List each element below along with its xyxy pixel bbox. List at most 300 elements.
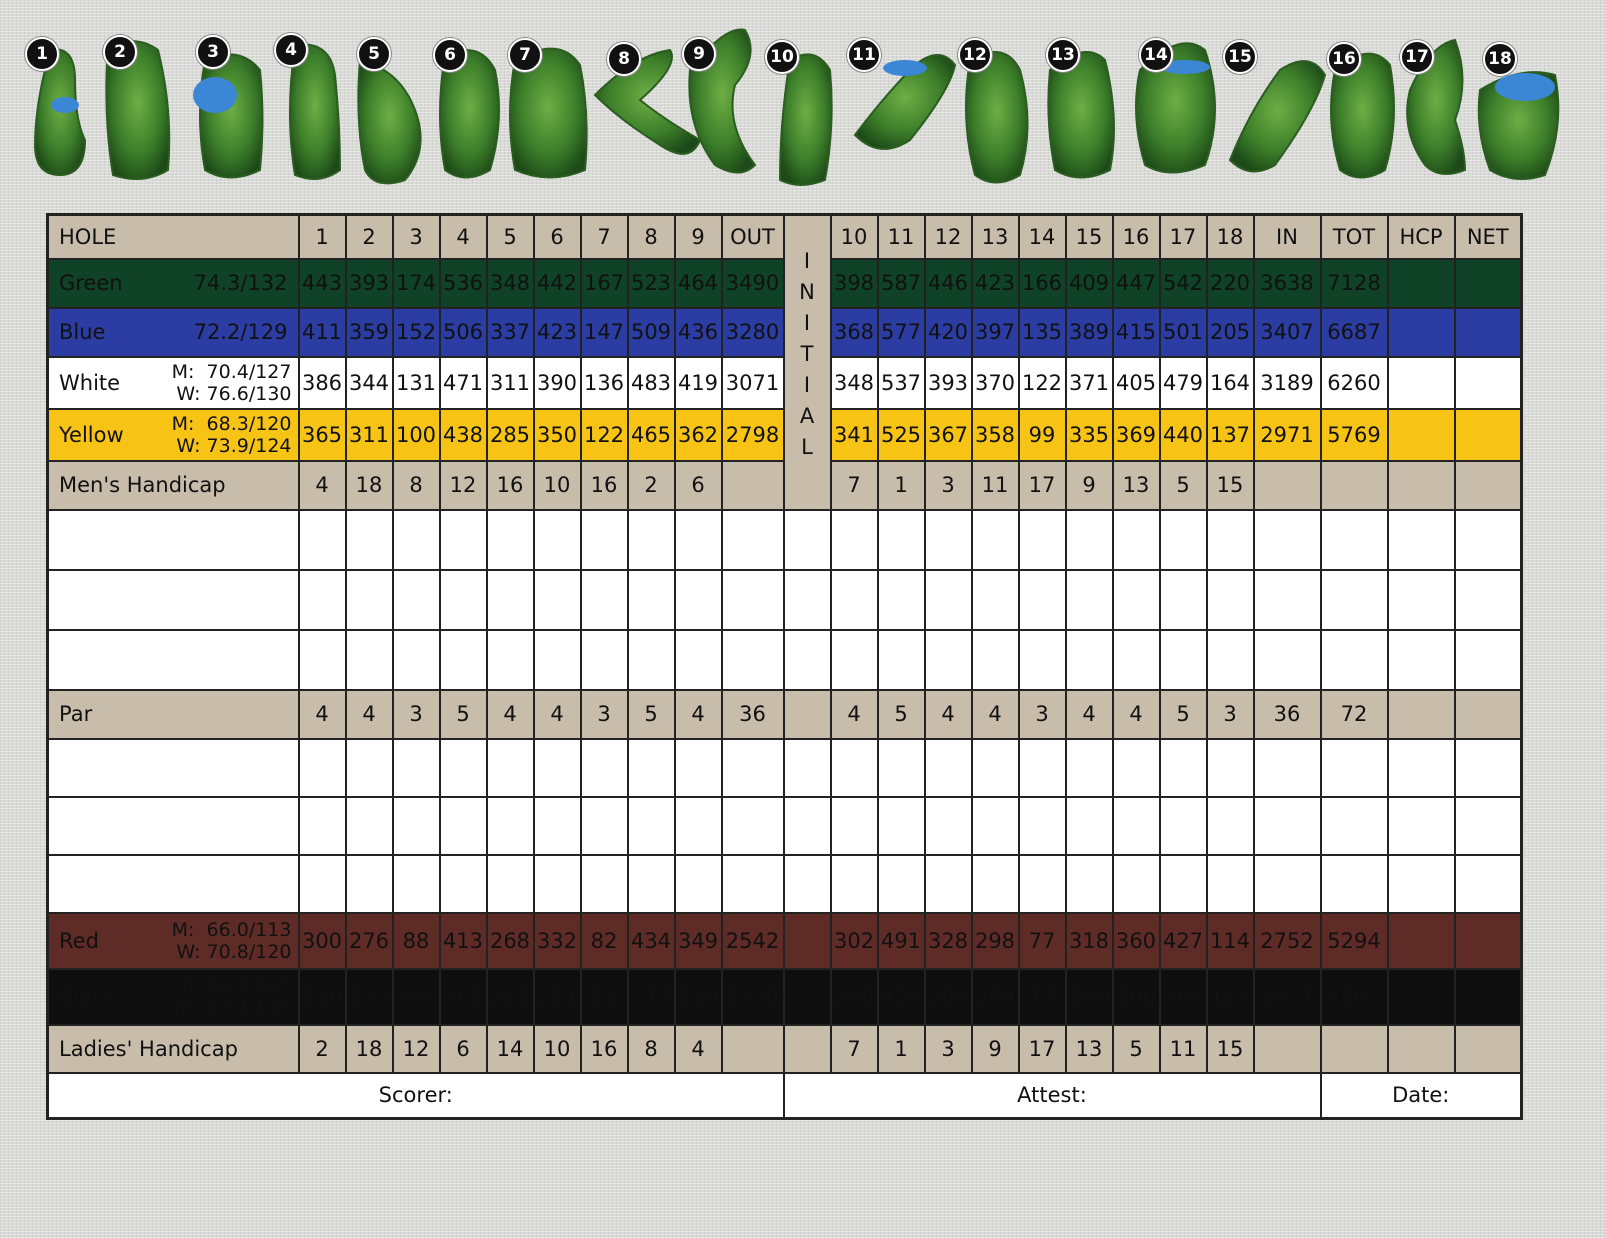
score-cell[interactable] — [878, 797, 925, 855]
out-total-cell: 3071 — [722, 357, 784, 409]
score-cell[interactable] — [581, 739, 628, 797]
yardage-cell: 166 — [1019, 259, 1066, 308]
score-cell[interactable] — [487, 510, 534, 570]
score-cell[interactable] — [299, 570, 346, 630]
score-cell[interactable] — [581, 570, 628, 630]
score-cell[interactable] — [487, 855, 534, 913]
hole-number-badge: 4 — [274, 33, 308, 67]
score-cell[interactable] — [722, 570, 784, 630]
score-cell[interactable] — [1455, 630, 1522, 690]
handicap-cell: 10 — [534, 1025, 581, 1073]
score-cell[interactable] — [1388, 510, 1455, 570]
score-cell[interactable] — [534, 570, 581, 630]
par-cell: 4 — [487, 690, 534, 739]
score-cell[interactable] — [972, 797, 1019, 855]
score-cell[interactable] — [581, 855, 628, 913]
score-cell[interactable] — [722, 739, 784, 797]
yellow-tee-label — [48, 409, 299, 461]
score-cell[interactable] — [925, 630, 972, 690]
score-cell[interactable] — [878, 570, 925, 630]
yardage-cell: 506 — [440, 308, 487, 357]
yardage-cell: 536 — [440, 259, 487, 308]
score-cell[interactable] — [972, 510, 1019, 570]
yardage-cell: 423 — [972, 259, 1019, 308]
score-cell[interactable] — [925, 797, 972, 855]
score-cell[interactable] — [299, 510, 346, 570]
handicap-cell: 16 — [581, 1025, 628, 1073]
score-cell[interactable] — [487, 570, 534, 630]
score-cell[interactable] — [487, 630, 534, 690]
net-cell[interactable] — [1455, 357, 1522, 409]
score-cell[interactable] — [972, 570, 1019, 630]
score-cell[interactable] — [722, 855, 784, 913]
tee-ratings — [170, 975, 291, 1019]
score-cell[interactable] — [1388, 797, 1455, 855]
score-cell[interactable] — [1066, 510, 1113, 570]
yardage-cell: 300 — [1113, 969, 1160, 1025]
yardage-cell: 436 — [675, 308, 722, 357]
score-cell[interactable] — [346, 797, 393, 855]
blank-cell — [1321, 461, 1388, 510]
tee-name: Green — [59, 271, 123, 295]
hole-diagrams — [0, 0, 1606, 205]
par-row — [48, 690, 1522, 739]
score-cell[interactable] — [784, 510, 831, 570]
player-name-cell[interactable] — [48, 797, 299, 855]
mens-rating: M: 70.4/127 — [171, 360, 292, 383]
score-cell[interactable] — [534, 855, 581, 913]
yardage-cell: 88 — [393, 969, 440, 1025]
hcp-cell[interactable] — [1388, 308, 1455, 357]
score-cell[interactable] — [1388, 570, 1455, 630]
signature-row — [48, 1073, 1522, 1119]
score-cell[interactable] — [1160, 739, 1207, 797]
score-cell[interactable] — [1321, 739, 1388, 797]
yardage-cell: 386 — [299, 357, 346, 409]
hole-number-header: 8 — [628, 215, 675, 259]
par-cell: 5 — [440, 690, 487, 739]
par-cell: 4 — [534, 690, 581, 739]
tee-ratings — [172, 919, 292, 963]
score-cell[interactable] — [1254, 510, 1321, 570]
score-cell[interactable] — [1254, 855, 1321, 913]
hole-5-diagram — [358, 60, 420, 183]
yardage-cell: 419 — [675, 357, 722, 409]
yardage-cell: 542 — [1160, 259, 1207, 308]
score-cell[interactable] — [487, 739, 534, 797]
par-cell: 5 — [1160, 690, 1207, 739]
score-cell[interactable] — [299, 797, 346, 855]
black-tee-label — [48, 969, 299, 1025]
yardage-cell: 253 — [346, 969, 393, 1025]
handicap-cell: 3 — [925, 461, 972, 510]
score-cell[interactable] — [1207, 630, 1254, 690]
hole-number-badge: 3 — [196, 35, 230, 69]
score-cell[interactable] — [1019, 570, 1066, 630]
score-cell[interactable] — [393, 739, 440, 797]
player-name-cell[interactable] — [48, 739, 299, 797]
hole-number-header: 9 — [675, 215, 722, 259]
hole-number-badge: 6 — [433, 38, 467, 72]
score-cell[interactable] — [346, 739, 393, 797]
score-cell[interactable] — [440, 739, 487, 797]
score-cell[interactable] — [628, 630, 675, 690]
score-cell[interactable] — [393, 510, 440, 570]
score-cell[interactable] — [675, 739, 722, 797]
tot-header: TOT — [1321, 215, 1388, 259]
hole-number-badge: 12 — [958, 38, 992, 72]
player-name-cell[interactable] — [48, 630, 299, 690]
score-cell[interactable] — [1455, 570, 1522, 630]
score-cell[interactable] — [675, 797, 722, 855]
score-cell[interactable] — [1388, 739, 1455, 797]
score-cell[interactable] — [1113, 570, 1160, 630]
score-cell[interactable] — [1066, 855, 1113, 913]
hcp-cell[interactable] — [1388, 409, 1455, 461]
score-cell[interactable] — [534, 797, 581, 855]
score-cell[interactable] — [1321, 570, 1388, 630]
mens-rating: M: 63.4/107 — [171, 974, 292, 997]
score-cell[interactable] — [1321, 855, 1388, 913]
handicap-cell: 2 — [628, 461, 675, 510]
score-cell[interactable] — [393, 797, 440, 855]
score-cell[interactable] — [628, 739, 675, 797]
score-cell[interactable] — [784, 630, 831, 690]
yardage-cell: 367 — [925, 409, 972, 461]
score-cell[interactable] — [1254, 797, 1321, 855]
hcp-cell[interactable] — [1388, 913, 1455, 969]
score-cell[interactable] — [393, 570, 440, 630]
yardage-cell: 332 — [534, 913, 581, 969]
score-cell[interactable] — [534, 739, 581, 797]
score-cell[interactable] — [675, 630, 722, 690]
yardage-cell: 393 — [346, 259, 393, 308]
date-field[interactable]: Date: — [1321, 1073, 1522, 1119]
yardage-cell: 300 — [299, 913, 346, 969]
hole-number-badge: 9 — [682, 37, 716, 71]
player-name-cell[interactable] — [48, 570, 299, 630]
score-cell[interactable] — [581, 797, 628, 855]
out-total-cell: 2798 — [722, 409, 784, 461]
blank-cell — [1455, 1025, 1522, 1073]
score-cell[interactable] — [722, 797, 784, 855]
net-cell[interactable] — [1455, 259, 1522, 308]
blank-cell — [1254, 461, 1321, 510]
score-cell[interactable] — [831, 855, 878, 913]
handicap-cell: 4 — [675, 1025, 722, 1073]
score-cell[interactable] — [299, 739, 346, 797]
yardage-cell: 377 — [628, 969, 675, 1025]
yardage-cell: 509 — [628, 308, 675, 357]
score-cell[interactable] — [440, 510, 487, 570]
yardage-cell: 298 — [972, 913, 1019, 969]
score-cell[interactable] — [534, 510, 581, 570]
score-cell[interactable] — [1019, 855, 1066, 913]
initial-blank — [784, 913, 831, 969]
initial-letter: I — [803, 373, 811, 397]
handicap-cell: 15 — [1207, 1025, 1254, 1073]
hcp-cell[interactable] — [1388, 357, 1455, 409]
score-cell[interactable] — [972, 739, 1019, 797]
yardage-cell: 136 — [581, 357, 628, 409]
score-cell[interactable] — [831, 739, 878, 797]
yardage-cell: 358 — [972, 409, 1019, 461]
score-entry-row — [48, 797, 1522, 855]
score-cell[interactable] — [1066, 739, 1113, 797]
total-cell: 4667 — [1321, 969, 1388, 1025]
out-blank — [722, 461, 784, 510]
yardage-cell: 344 — [346, 357, 393, 409]
score-cell[interactable] — [1455, 797, 1522, 855]
score-cell[interactable] — [1254, 739, 1321, 797]
yardage-cell: 285 — [487, 409, 534, 461]
score-cell[interactable] — [878, 510, 925, 570]
hole-number-badge: 15 — [1223, 40, 1257, 74]
score-entry-row — [48, 570, 1522, 630]
score-cell[interactable] — [1019, 797, 1066, 855]
par-cell: 4 — [831, 690, 878, 739]
score-cell[interactable] — [1019, 739, 1066, 797]
water-hazard — [883, 60, 927, 76]
net-cell[interactable] — [1455, 409, 1522, 461]
yardage-cell: 587 — [878, 259, 925, 308]
score-cell[interactable] — [393, 855, 440, 913]
hole-number-badge: 8 — [607, 42, 641, 76]
yardage-cell: 311 — [487, 357, 534, 409]
score-cell[interactable] — [393, 630, 440, 690]
score-cell[interactable] — [1113, 510, 1160, 570]
score-cell[interactable] — [878, 855, 925, 913]
handicap-cell: 5 — [1160, 461, 1207, 510]
hole-3-diagram — [200, 54, 263, 177]
net-cell[interactable] — [1455, 308, 1522, 357]
yardage-cell: 114 — [1207, 913, 1254, 969]
handicap-cell: 18 — [346, 1025, 393, 1073]
yardage-cell: 471 — [440, 357, 487, 409]
yardage-cell: 465 — [628, 409, 675, 461]
handicap-cell: 16 — [581, 461, 628, 510]
womens-rating: W: 76.6/130 — [176, 382, 292, 405]
score-cell[interactable] — [925, 739, 972, 797]
score-cell[interactable] — [1113, 797, 1160, 855]
score-cell[interactable] — [1455, 855, 1522, 913]
score-cell[interactable] — [299, 630, 346, 690]
score-cell[interactable] — [1321, 510, 1388, 570]
score-cell[interactable] — [299, 855, 346, 913]
blank-cell — [1388, 1025, 1455, 1073]
score-cell[interactable] — [581, 630, 628, 690]
score-entry-row — [48, 510, 1522, 570]
score-entry-row — [48, 855, 1522, 913]
yardage-cell: 415 — [1113, 308, 1160, 357]
player-name-cell[interactable] — [48, 510, 299, 570]
score-cell[interactable] — [1113, 739, 1160, 797]
yardage-cell: 371 — [1066, 357, 1113, 409]
yardage-cell: 537 — [878, 357, 925, 409]
score-cell[interactable] — [1254, 630, 1321, 690]
player-name-cell[interactable] — [48, 855, 299, 913]
hole-number-header: 13 — [972, 215, 1019, 259]
score-cell[interactable] — [1207, 797, 1254, 855]
score-cell[interactable] — [487, 797, 534, 855]
yardage-cell: 479 — [1160, 357, 1207, 409]
score-cell[interactable] — [831, 510, 878, 570]
yardage-cell: 420 — [925, 308, 972, 357]
score-cell[interactable] — [1113, 630, 1160, 690]
score-cell[interactable] — [440, 855, 487, 913]
yardage-cell: 280 — [1066, 969, 1113, 1025]
score-cell[interactable] — [1066, 570, 1113, 630]
score-cell[interactable] — [831, 570, 878, 630]
score-cell[interactable] — [1019, 510, 1066, 570]
score-cell[interactable] — [1207, 855, 1254, 913]
score-cell[interactable] — [1207, 510, 1254, 570]
score-cell[interactable] — [784, 797, 831, 855]
yardage-cell: 311 — [346, 409, 393, 461]
score-cell[interactable] — [925, 510, 972, 570]
yardage-cell: 365 — [299, 409, 346, 461]
score-cell[interactable] — [440, 630, 487, 690]
water-hazard — [51, 97, 79, 113]
attest-field[interactable]: Attest: — [784, 1073, 1321, 1119]
in-total-cell: 3407 — [1254, 308, 1321, 357]
score-cell[interactable] — [675, 855, 722, 913]
score-cell[interactable] — [628, 570, 675, 630]
score-cell[interactable] — [1321, 797, 1388, 855]
score-cell[interactable] — [1066, 630, 1113, 690]
initial-blank — [784, 1025, 831, 1073]
hcp-cell[interactable] — [1388, 259, 1455, 308]
score-cell[interactable] — [784, 739, 831, 797]
score-cell[interactable] — [1321, 630, 1388, 690]
hole-number-badge: 18 — [1483, 42, 1517, 76]
yardage-cell: 443 — [299, 259, 346, 308]
hcp-cell[interactable] — [1388, 969, 1455, 1025]
score-cell[interactable] — [440, 797, 487, 855]
score-cell[interactable] — [972, 630, 1019, 690]
yardage-cell: 220 — [1207, 259, 1254, 308]
score-cell[interactable] — [1066, 797, 1113, 855]
hole-number-header: 16 — [1113, 215, 1160, 259]
womens-rating: W: 70.8/120 — [176, 940, 292, 963]
score-cell[interactable] — [346, 510, 393, 570]
par-cell: 4 — [346, 690, 393, 739]
yardage-cell: 122 — [1019, 357, 1066, 409]
score-cell[interactable] — [1019, 630, 1066, 690]
score-cell[interactable] — [628, 855, 675, 913]
score-cell[interactable] — [1207, 739, 1254, 797]
score-cell[interactable] — [1113, 855, 1160, 913]
yardage-cell: 341 — [831, 409, 878, 461]
out-total-cell: 3280 — [722, 308, 784, 357]
score-cell[interactable] — [831, 797, 878, 855]
score-cell[interactable] — [1160, 855, 1207, 913]
score-cell[interactable] — [440, 570, 487, 630]
yardage-cell: 164 — [1207, 357, 1254, 409]
mens-rating: M: 68.3/120 — [171, 412, 292, 435]
score-cell[interactable] — [1388, 855, 1455, 913]
ladies-handicap-label: Ladies' Handicap — [48, 1025, 299, 1073]
score-cell[interactable] — [628, 797, 675, 855]
score-cell[interactable] — [878, 739, 925, 797]
score-cell[interactable] — [1160, 570, 1207, 630]
score-cell[interactable] — [925, 570, 972, 630]
hole-number-header: 15 — [1066, 215, 1113, 259]
initial-letter: I — [803, 311, 811, 335]
hole-number-badge: 5 — [357, 37, 391, 71]
score-cell[interactable] — [878, 630, 925, 690]
score-cell[interactable] — [534, 630, 581, 690]
score-cell[interactable] — [581, 510, 628, 570]
handicap-cell: 11 — [1160, 1025, 1207, 1073]
tee-ratings — [172, 413, 292, 457]
score-cell[interactable] — [722, 510, 784, 570]
yardage-cell: 423 — [534, 308, 581, 357]
yardage-cell: 268 — [487, 913, 534, 969]
score-cell[interactable] — [1455, 739, 1522, 797]
net-cell[interactable] — [1455, 969, 1522, 1025]
score-cell[interactable] — [346, 570, 393, 630]
scorer-field[interactable]: Scorer: — [48, 1073, 784, 1119]
score-cell[interactable] — [1388, 630, 1455, 690]
blank-cell — [1321, 1025, 1388, 1073]
score-cell[interactable] — [1160, 797, 1207, 855]
par-cell: 3 — [581, 690, 628, 739]
score-cell[interactable] — [675, 510, 722, 570]
score-cell[interactable] — [1160, 630, 1207, 690]
yardage-cell: 174 — [393, 259, 440, 308]
yardage-cell: 122 — [581, 409, 628, 461]
yardage-cell: 298 — [972, 969, 1019, 1025]
score-cell[interactable] — [784, 855, 831, 913]
yardage-cell: 525 — [878, 409, 925, 461]
score-cell[interactable] — [722, 630, 784, 690]
hole-number-header: 12 — [925, 215, 972, 259]
yardage-cell: 427 — [1160, 913, 1207, 969]
score-cell[interactable] — [831, 630, 878, 690]
initial-letter: I — [803, 249, 811, 273]
score-cell[interactable] — [346, 630, 393, 690]
handicap-cell: 13 — [1113, 461, 1160, 510]
hole-number-header: 4 — [440, 215, 487, 259]
par-cell: 5 — [878, 690, 925, 739]
total-cell: 7128 — [1321, 259, 1388, 308]
score-cell[interactable] — [972, 855, 1019, 913]
hole-number-badge: 2 — [103, 35, 137, 69]
score-cell[interactable] — [346, 855, 393, 913]
score-cell[interactable] — [1207, 570, 1254, 630]
score-cell[interactable] — [1455, 510, 1522, 570]
score-cell[interactable] — [784, 570, 831, 630]
yardage-cell: 218 — [487, 969, 534, 1025]
yardage-cell: 438 — [440, 409, 487, 461]
yardage-cell: 250 — [299, 969, 346, 1025]
score-cell[interactable] — [925, 855, 972, 913]
out-blank — [722, 1025, 784, 1073]
black-tee-row — [48, 969, 1522, 1025]
score-cell[interactable] — [1160, 510, 1207, 570]
hole-number-header: 2 — [346, 215, 393, 259]
blank-cell — [1388, 690, 1455, 739]
score-cell[interactable] — [1254, 570, 1321, 630]
yardage-cell: 88 — [393, 913, 440, 969]
score-cell[interactable] — [675, 570, 722, 630]
yardage-cell: 114 — [1207, 969, 1254, 1025]
yardage-cell: 501 — [1160, 308, 1207, 357]
net-cell[interactable] — [1455, 913, 1522, 969]
score-cell[interactable] — [628, 510, 675, 570]
handicap-cell: 5 — [1113, 1025, 1160, 1073]
